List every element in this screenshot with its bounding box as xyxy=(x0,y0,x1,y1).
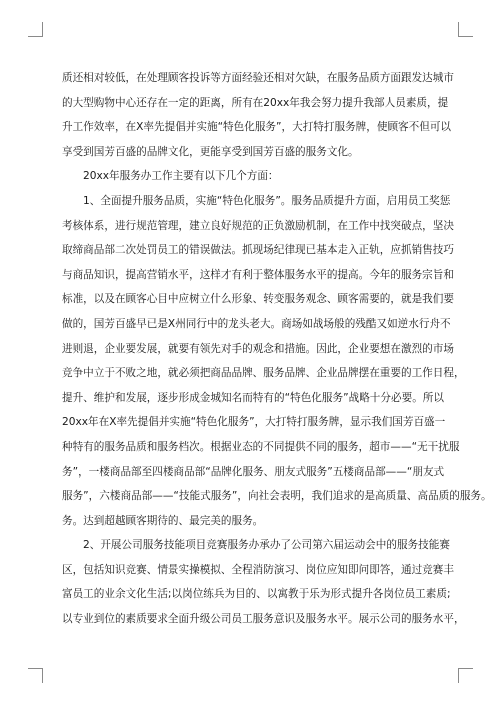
text-line: 进则退，企业要发展，就要有领先对手的观念和措施。因此，企业要想在激烈的市场 xyxy=(62,342,454,355)
text-line: 20xx年在X率先提倡并实施“特色化服务”，大打特打服务牌，显示我们国芳百盛一 xyxy=(62,416,446,429)
text-line: 务”，一楼商品部至四楼商品部“品牌化服务、朋友式服务”五楼商品部——“朋友式 xyxy=(62,465,445,478)
text-line: 富员工的业余文化生活;以岗位练兵为目的、以寓教于乐为形式提升各岗位员工素质; xyxy=(62,588,451,601)
crop-mark-top-right xyxy=(458,22,473,37)
text-line: 质还相对较低，在处理顾客投诉等方面经验还相对欠缺，在服务品质方面跟发达城市 xyxy=(62,72,454,84)
text-line: 以专业到位的素质要求全面升级公司员工服务意识及服务水平。展示公司的服务水平， xyxy=(62,613,465,626)
text-line: 20xx年服务办工作主要有以下几个方面： xyxy=(83,170,279,183)
text-line: 服务”，六楼商品部——“技能式服务”，向社会表明，我们追求的是高质量、高品质的服务。 xyxy=(62,490,492,503)
crop-mark-bottom-right xyxy=(458,668,473,683)
text-line: 做的，国芳百盛早已是X州同行中的龙头老大。商场如战场般的残酷又如逆水行舟不 xyxy=(62,317,451,330)
text-line: 务。达到超越顾客期待的、最完美的服务。 xyxy=(62,514,264,527)
text-line: 与商品知识，提高营销水平，这样才有利于整体服务水平的提高。今年的服务宗旨和 xyxy=(62,268,454,281)
text-line: 标准，以及在顾客心目中应树立什么形象、转变服务观念、顾客需要的，就是我们要 xyxy=(62,293,454,306)
text-line: 考核体系，进行规范管理，建立良好规范的正负激励机制，在工作中找突破点，坚决 xyxy=(62,219,454,232)
text-line: 的大型购物中心还存在一定的距离，所有在20xx年我会努力提升我部人员素质，提 xyxy=(62,96,449,109)
text-line: 升工作效率，在X率先提倡并实施“特色化服务”，大打特打服务牌，使顾客不但可以 xyxy=(62,121,452,134)
document-body xyxy=(62,66,492,632)
text-line: 种特有的服务品质和服务档次。根据业态的不同提供不同的服务，超市——“无干扰服 xyxy=(62,440,460,453)
text-line: 1、全面提升服务品质，实施“特色化服务”。服务品质提升方面，启用员工奖惩 xyxy=(83,194,451,207)
text-line: 竞争中立于不败之地，就必须把商品品牌、服务品牌、企业品牌摆在重要的工作日程， xyxy=(62,367,465,380)
text-line: 提升、维护和发展，逐步形成金城知名而特有的“特色化服务”战略十分必要。所以 xyxy=(62,391,444,404)
crop-mark-bottom-left xyxy=(28,668,43,683)
crop-mark-top-left xyxy=(28,22,43,37)
text-line: 区，包括知识竞赛、情景实操模拟、全程消防演习、岗位应知即问即答，通过竞赛丰 xyxy=(62,563,454,576)
text-line: 2、开展公司服务技能项目竞赛服务办承办了公司第六届运动会中的服务技能赛 xyxy=(83,539,450,552)
text-line: 取缔商品部二次处罚员工的错误做法。抓现场纪律现已基本走入正轨，应抓销售技巧 xyxy=(62,244,454,257)
text-line: 享受到国芳百盛的品牌文化，更能享受到国芳百盛的服务文化。 xyxy=(62,145,359,158)
